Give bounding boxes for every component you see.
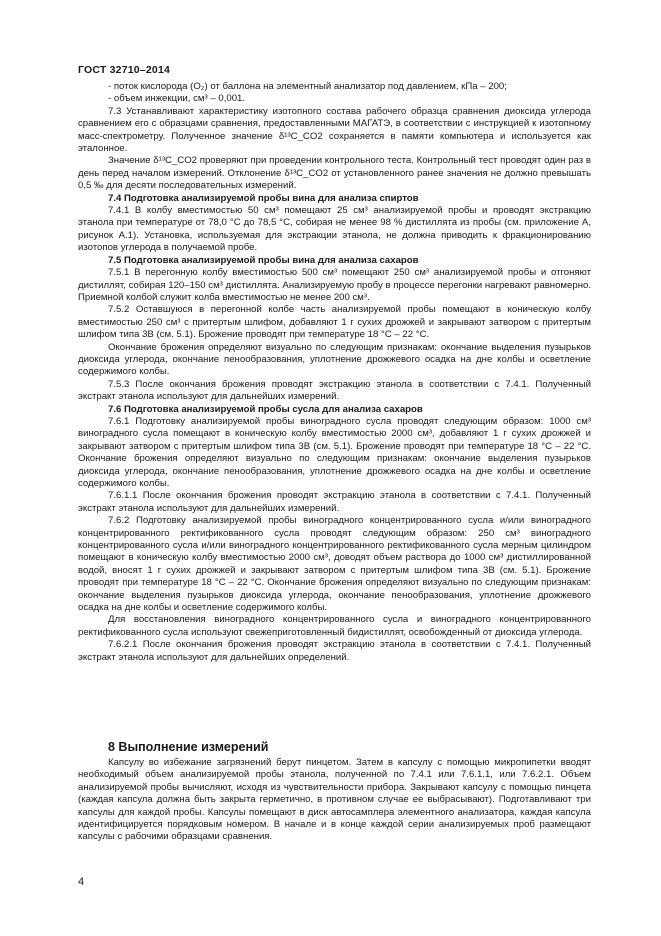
paragraph: 7.6.1.1 После окончания брожения проводят экстракцию этанола в соответствии с 7.4.1. Полученный экстракт этанола используют для дальнейших измерений. <box>78 490 591 514</box>
paragraph: 7.5.2 Оставшуюся в перегонной колбе часть анализируемой пробы помещают в коническую колбу вместимостью 250 см³ с притертым шлифом, добавляют 1 г сухих дрожжей и закрывают затвором с притертым шлифом типа 3В (см. 5.1). Брожение проводят при температуре 18 °C – 22 °C. <box>78 304 591 341</box>
paragraph: 7.3 Устанавливают характеристику изотопного состава рабочего образца сравнения диоксида углерода сравнением его с образцами сравнения, предоставленными МАГАТЭ, в соответствии с инструкцией к изотопному масс-спектрометру. Полученное значение δ¹³C_CO2 сохраняется в памяти компьютера и используется как эталонное. <box>78 105 591 155</box>
paragraph: Значение δ¹³C_CO2 проверяют при проведении контрольного теста. Контрольный тест проводят один раз в день перед началом измерений. Отклонение δ¹³C_CO2 от установленного ранее значения не должно превышать 0,5 ‰ для десяти последовательных измерений. <box>78 155 591 192</box>
paragraph: - поток кислорода (O₂) от баллона на элементный анализатор под давлением, кПа – 200; <box>108 81 507 92</box>
document-header: ГОСТ 32710–2014 <box>78 64 171 76</box>
document-body <box>78 81 591 664</box>
paragraph: - объем инжекции, см³ – 0,001. <box>108 93 246 105</box>
paragraph: Окончание брожения определяют визуально по следующим признакам: окончание выделения пузырьков диоксида углерода, окончание пенообразования, уплотнение дрожжевого осадка на дне колбы и осветление содержимого колбы. <box>78 341 591 378</box>
paragraph: 7.4.1 В колбу вместимостью 50 см³ помещают 25 см³ анализируемой пробы и проводят экстракцию этанола при температуре от 78,0 °C до 78,5 °C, собирая не менее 98 % дистиллята из пробы (см. приложение А, рисунок А.1). Установка, используемая для экстракции этанола, не должна приводить к фракционированию изотопов углерода в получаемой пробе. <box>78 205 591 254</box>
paragraph: 7.6.2 Подготовку анализируемой пробы виноградного концентрированного сусла и/или виноградного концентрированного ректификованного сусла проводят следующим образом: 250 см³ виноградного концентрированного сусла и/или виноградного концентрированного ректификованного сусла мерным цилиндром помещают в коническую колбу вместимостью 2000 см³, доводят объем раствора до 1000 см³ дистиллированной водой, вносят 1 г сухих дрожжей и закрывают затвором с притертым шлифом типа 3В (см. 5.1). Брожение проводят при температуре 18 °C – 22 °C. Окончание брожения определяют визуально по следующим признакам: окончание выделения пузырьков диоксида углерода, окончание пенообразования, уплотнение дрожжевого осадка на дне колбы и осветление содержимого колбы. <box>78 515 591 614</box>
page-number: 4 <box>78 876 85 888</box>
paragraph: Для восстановления виноградного концентрированного сусла и виноградного концентрированного ректификованного сусла используют свежеприготовленный бидистиллят, освобожденный от диоксида углерода. <box>78 614 591 638</box>
paragraph: 7.5.1 В перегонную колбу вместимостью 500 см³ помещают 250 см³ анализируемой пробы и отгоняют дистиллят, собирая 120–150 см³ дистиллята. Анализируемую пробу в процессе перегонки нагревают равномерно. Приемной колбой служит колба вместимостью не менее 200 см³. <box>78 267 591 303</box>
paragraph: 7.6.2.1 После окончания брожения проводят экстракцию этанола в соответствии с 7.4.1. Полученный экстракт этанола используют для дальнейших определений. <box>78 639 591 663</box>
subsection-heading: 7.5 Подготовка анализируемой пробы вина для анализа сахаров <box>108 254 419 266</box>
paragraph: 7.5.3 После окончания брожения проводят экстракцию этанола в соответствии с 7.4.1. Полученный экстракт этанола используют для дальнейших измерений. <box>78 378 591 403</box>
subsection-heading: 7.6 Подготовка анализируемой пробы сусла для анализа сахаров <box>108 403 423 415</box>
section-paragraph: Капсулу во избежание загрязнений берут пинцетом. Затем в капсулу с помощью микропипетки вводят необходимый объем анализируемой пробы этанола, полученной по 7.4.1 или 7.6.1.1, или 7.6.2.1. Объем анализируемой пробы вычисляют, исходя из чувствительности прибора. Закрывают капсулу с помощью пинцета (каждая капсула должна быть закрыта герметично, в противном случае ее выбрасывают). Подготавливают три капсулы для каждой пробы. Капсулы помещают в диск автосамплера элементного анализатора, каждая капсула идентифицируется порядковым номером. В начале и в конце каждой серии анализируемых проб размещают капсулы с рабочими образцами сравнения. <box>78 757 591 843</box>
paragraph: 7.6.1 Подготовку анализируемой пробы виноградного сусла проводят следующим образом: 1000 см³ виноградного сусла помещают в коническую колбу вместимостью 2000 см³, добавляют 1 г сухих дрожжей и закрывают затвором с притертым шлифом типа 3В (см. 5.1). Брожение проводят при температуре 18 °C – 22 °C. Окончание брожения определяют визуально по следующим признакам: окончание выделения пузырьков диоксида углерода, окончание пенообразования, уплотнение дрожжевого осадка на дне колбы и осветление содержимого колбы. <box>78 415 591 489</box>
section-8 <box>78 740 591 844</box>
section-heading: 8 Выполнение измерений <box>108 740 269 754</box>
subsection-heading: 7.4 Подготовка анализируемой пробы вина для анализа спиртов <box>108 192 419 204</box>
